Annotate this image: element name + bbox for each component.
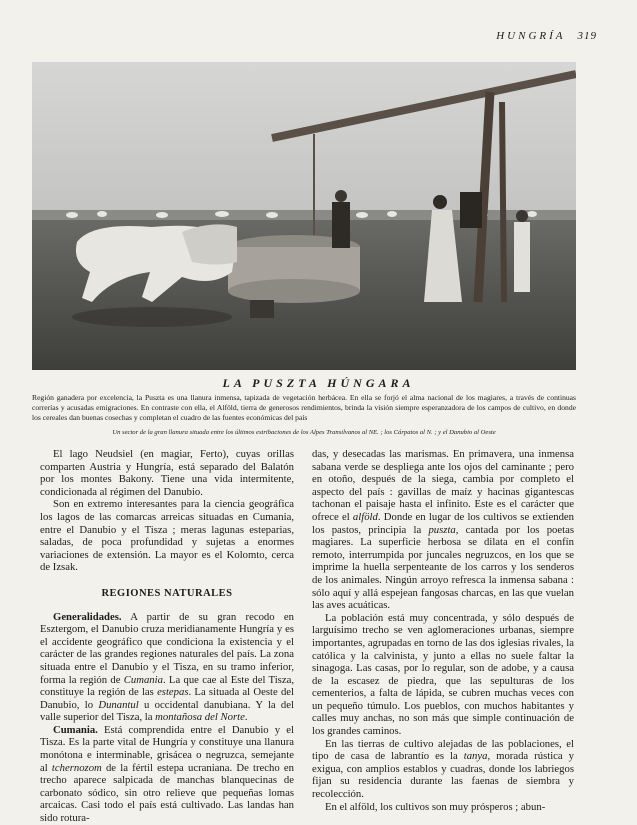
- paragraph-generalidades: [40, 611, 294, 724]
- paragraph-lagos-cumania: Son en extremo interesantes para la ciencia geográfica los lagos de las comarcas arreicas situadas en Cumania, entre el Danubio y el Tisza ; meras lagunas esteparias, saladas, de poca profundidad y sujetas a enormes variaciones de extensión. La mayor es el Kolomto, cerca de Izsak.: [40, 498, 294, 574]
- term-estepas: estepas: [157, 686, 189, 699]
- page-number: 319: [577, 30, 597, 42]
- term-montanosa: montañosa del Norte: [155, 711, 245, 724]
- text-run: . La que cae al Este del Tisza, constituye la región de las: [40, 673, 294, 699]
- term-cumania: Cumania: [123, 673, 163, 686]
- caption-title: LA PUSZTA HÚNGARA: [222, 376, 415, 390]
- text-run: das, y desecadas las marismas. En primavera, una inmensa sabana verde se despliega ante los ojos del caminante ; pero en otoño, después de la siega, cambia por completo el aspecto del país : gavillas de maíz y hacinas gigantescas tachonan el paisaje hasta el infinito. Este es el carácter que ofrece el: [312, 448, 574, 523]
- paragraph-poblacion: La población está muy concentrada, y sólo después de larguísimo trecho se ven aglomeraciones urbanas, siempre importantes, agrupadas en torno de las dos iglesias rivales, la católica y la calvinista, y junto a ellas no suele faltar la sinagoga. Las casas, por lo regular, son de adobe, y a causa de la escasez de piedra, que las sepulturas de los cementerios, a falta de lápida, se cubren muchas veces con un pequeño túmulo. Los pueblos, con muchos habitantes y calles muy anchas, no son más que simple continuación de los grandes caminos.: [312, 611, 574, 738]
- puszta-photograph: [32, 62, 576, 370]
- term-dunantul: Dunantul: [98, 698, 139, 711]
- caption-subnote: Un sector de la gran llanura situada entre los últimos estribaciones de los Alpes Transilvanos al NE. ; los Cárpatos al N. ; y el Danubio al Oeste: [112, 429, 496, 436]
- term-tanya: tanya: [463, 750, 488, 763]
- paragraph-lago-neudsiel: El lago Neudsiel (en magiar, Ferto), cuyas orillas comparten Austria y Hungría, está separado del Balatón por los montes Bakony. Tiene una vida intermitente, condicionada al régimen del Danubio.: [40, 448, 294, 498]
- text-run: .: [244, 711, 248, 724]
- photo-illustration: [32, 62, 576, 370]
- lead-generalidades: Generalidades.: [53, 610, 122, 623]
- right-column: [312, 448, 574, 813]
- running-header: [496, 30, 597, 42]
- text-run: Está comprendida entre el Danubio y el Tisza. Es la parte vital de Hungría y constituye una llanura monótona e interminable, grisácea o negruzca, semejante al: [40, 723, 294, 774]
- section-title: REGIONES NATURALES: [101, 587, 233, 599]
- paragraph-cumania: [40, 724, 294, 825]
- text-run: . La situada al Oeste del Danubio, lo: [40, 686, 294, 711]
- paragraph-alfold-cultivos: En el alföld, los cultivos son muy prósperos ; abun-: [325, 800, 546, 813]
- text-run: , cantada por los poetas magiares. La superficie herbosa se dilata en el confín remoto, interrumpida por juncales negruzcos, en los que se imprime la huella serpenteante de los carros y los senderos de los animales. Ningún arroyo refresca la inmensa sabana : sólo aquí y allá espejean fangosas charcas, en las que vuelan las aves acuáticas.: [312, 523, 574, 612]
- lead-cumania: Cumania.: [53, 723, 98, 736]
- text-run: A partir de su gran recodo en Esztergom, el Danubio cruza meridianamente Hungría y es el accidente geográfico que condiciona la existencia y el carácter de las grandes regiones naturales del país. La zona situada entre el Danubio y el Tisza, en su tramo inferior, forma la región de: [40, 610, 294, 686]
- paragraph-tanya: [312, 738, 574, 801]
- paragraph-sabana: [312, 448, 574, 612]
- text-run: . Donde en lugar de los cultivos se extienden los pastos, principia la: [312, 510, 574, 536]
- text-run: u occidental danubiana. Y la del valle superior del Tisza, la: [40, 698, 294, 724]
- term-puszta: puszta: [428, 523, 456, 536]
- caption-body: Región ganadera por excelencia, la Puszta es una llanura inmensa, tapizada de vegetación herbácea. En ella se forjó el alma nacional de los magiares, a través de continuas correrías y acusadas emigraciones. En contraste con ella, el Alföld, tierra de generosos rendimientos, brinda la visión siempre esperanzadora de los campos de cultivo, en donde los cereales dan buenas cosechas y completan el cuadro de las fuentes económicas del país: [32, 393, 576, 422]
- text-run: En las tierras de cultivo alejadas de las poblaciones, el tipo de casa de labrantío es la: [312, 737, 574, 763]
- term-alfold: alföld: [352, 510, 378, 523]
- text-run: de la fértil estepa ucraniana. De trecho en trecho aparece salpicada de manchas blanquecinas de carbonato sódico, sin otro relieve que pequeñas lomas arcaicas. Casi todo el país está cultivado. Las landas han sido rotura-: [40, 761, 294, 825]
- header-title: HUNGRÍA: [496, 30, 566, 42]
- left-column: [40, 448, 294, 825]
- text-run: , morada rústica y exigua, con amplios establos y cuadras, donde los labriegos fijan su residencia durante las faenas de siembra y recolección.: [312, 750, 574, 801]
- term-tchernozom: tchernozom: [51, 761, 102, 774]
